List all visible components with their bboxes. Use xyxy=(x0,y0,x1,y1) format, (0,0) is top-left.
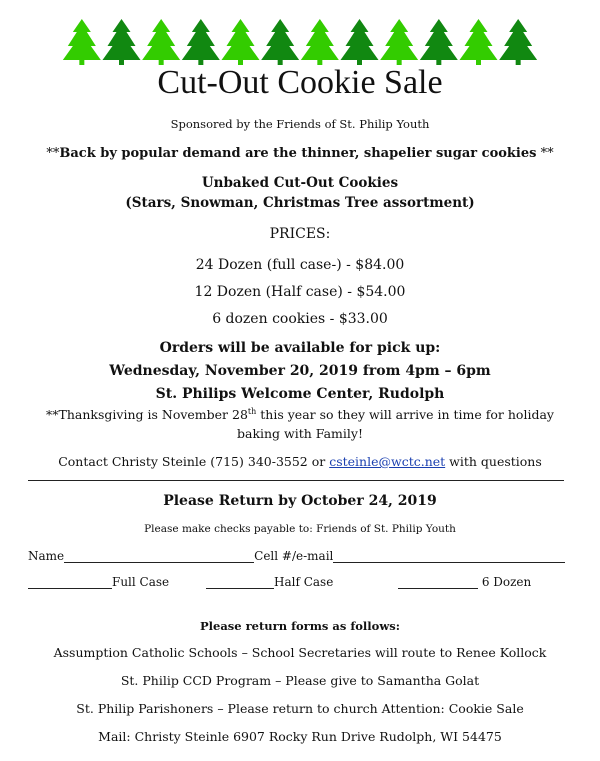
email-link[interactable]: csteinle@wctc.net xyxy=(329,454,446,469)
note-stars-left: ** xyxy=(46,146,60,161)
name-row xyxy=(28,549,568,563)
thanksgiving-note-line2: baking with Family! xyxy=(236,426,363,441)
six-dozen-field[interactable] xyxy=(398,575,478,589)
tree-icon xyxy=(380,19,418,60)
tree-icon xyxy=(142,19,180,60)
tree-icon xyxy=(63,19,101,60)
price-item: 6 dozen cookies - $33.00 xyxy=(212,311,388,327)
tree-icon xyxy=(341,19,379,60)
full-case-field[interactable] xyxy=(28,575,112,589)
popular-demand-text: Back by popular demand are the thinner, shapelier sugar cookies xyxy=(59,146,537,161)
tree-icon xyxy=(499,19,537,60)
page-title: Cut-Out Cookie Sale xyxy=(157,64,443,101)
checks-payable-note: Please make checks payable to: Friends of St. Philip Youth xyxy=(144,523,456,535)
divider xyxy=(28,480,564,481)
product-assortment: (Stars, Snowman, Christmas Tree assortment) xyxy=(125,195,475,211)
return-route: Assumption Catholic Schools – School Secretaries will route to Renee Kollock xyxy=(53,645,547,660)
thanksgiving-text-b: this year so they will arrive in time for holiday xyxy=(256,407,554,423)
return-route: Mail: Christy Steinle 6907 Rocky Run Drive Rudolph, WI 54475 xyxy=(98,729,502,744)
note-stars-right: ** xyxy=(536,146,554,161)
christmas-tree-row-icon xyxy=(62,18,538,66)
contact-text: Contact Christy Steinle (715) 340-3552 or xyxy=(58,454,330,469)
cell-email-label: Cell #/e-mail xyxy=(254,549,334,563)
contact-text-end: with questions xyxy=(445,454,542,469)
product-heading: Unbaked Cut-Out Cookies xyxy=(201,175,399,191)
pickup-date: Wednesday, November 20, 2019 from 4pm – 6pm xyxy=(109,363,491,379)
half-case-label: Half Case xyxy=(274,575,334,589)
full-case-group xyxy=(28,575,169,589)
price-item: 12 Dozen (Half case) - $54.00 xyxy=(194,284,406,300)
tree-icon xyxy=(222,19,260,60)
ordinal-suffix: th xyxy=(247,407,257,416)
pickup-location: St. Philips Welcome Center, Rudolph xyxy=(155,386,445,402)
price-item: 24 Dozen (full case-) - $84.00 xyxy=(195,257,405,273)
return-forms-heading: Please return forms as follows: xyxy=(200,619,400,633)
thanksgiving-note xyxy=(0,407,600,422)
sponsor-line: Sponsored by the Friends of St. Philip Youth xyxy=(170,117,430,131)
tree-icon xyxy=(103,19,141,60)
half-case-group xyxy=(206,575,333,589)
tree-icon xyxy=(301,19,339,60)
return-route: St. Philip Parishoners – Please return to church Attention: Cookie Sale xyxy=(76,701,524,716)
contact-line xyxy=(0,454,600,469)
prices-heading: PRICES: xyxy=(269,226,331,242)
tree-icon xyxy=(420,19,458,60)
six-dozen-group xyxy=(398,575,531,589)
thanksgiving-text-a: **Thanksgiving is November 28 xyxy=(46,407,248,423)
half-case-field[interactable] xyxy=(206,575,274,589)
pickup-heading: Orders will be available for pick up: xyxy=(159,340,441,356)
return-route: St. Philip CCD Program – Please give to Samantha Golat xyxy=(120,673,480,688)
name-label: Name xyxy=(28,549,65,563)
popular-demand-note xyxy=(0,146,600,161)
return-deadline: Please Return by October 24, 2019 xyxy=(163,493,437,509)
name-field[interactable] xyxy=(64,549,254,563)
full-case-label: Full Case xyxy=(112,575,170,589)
tree-icon xyxy=(261,19,299,60)
six-dozen-label: 6 Dozen xyxy=(478,575,532,589)
tree-icon xyxy=(182,19,220,60)
tree-icon xyxy=(460,19,498,60)
cell-email-field[interactable] xyxy=(333,549,565,563)
